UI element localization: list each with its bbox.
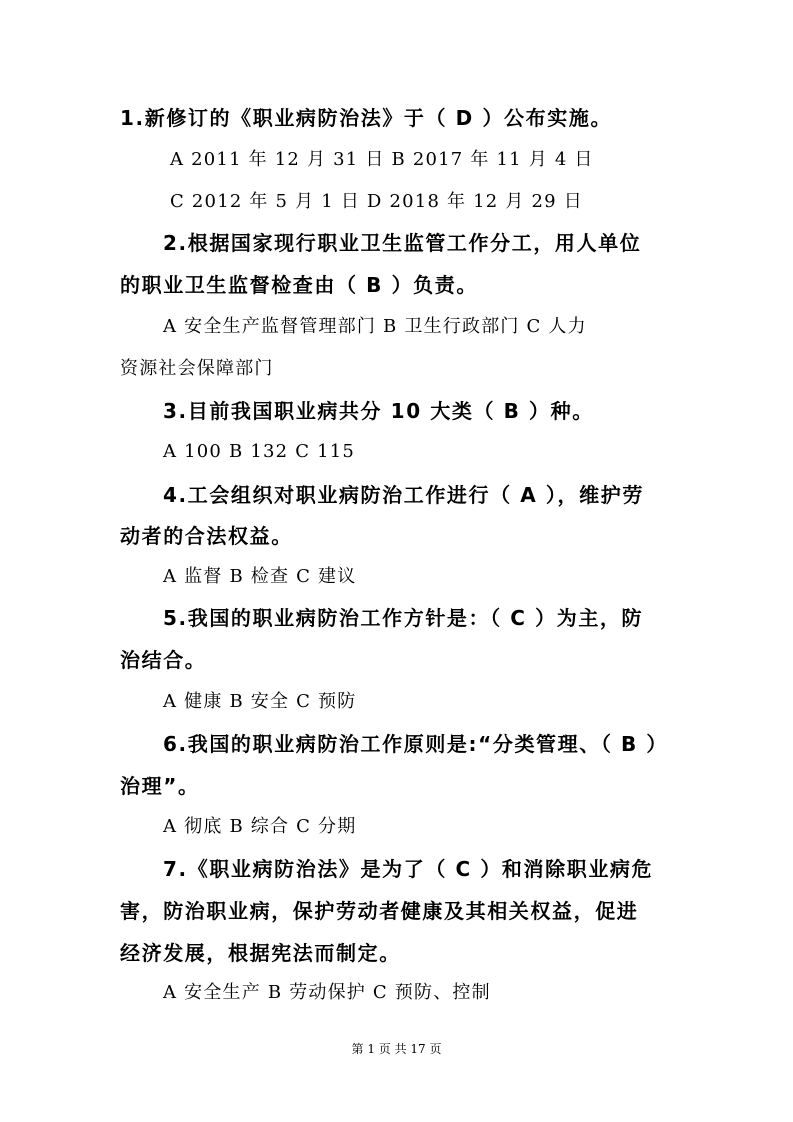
question-7-line-2: 害，防治职业病，保护劳动者健康及其相关权益，促进	[120, 899, 639, 923]
question-7-line-1: 7.《职业病防治法》是为了（ C ）和消除职业病危	[163, 857, 654, 881]
question-7-options-line-1: A 安全生产 B 劳动保护 C 预防、控制	[163, 982, 491, 1003]
question-7-line-3: 经济发展，根据宪法而制定。	[120, 941, 401, 965]
question-6-line-1: 6.我国的职业病防治工作原则是:“分类管理、（ B ）	[163, 732, 669, 756]
question-3-options-line-1: A 100 B 132 C 115	[163, 441, 356, 462]
page-footer: 第 1 页 共 17 页	[351, 1042, 442, 1056]
question-4-options-line-1: A 监督 B 检查 C 建议	[163, 566, 357, 587]
question-6-line-2: 治理”。	[120, 774, 200, 798]
question-4-line-1: 4.工会组织对职业病防治工作进行（ A ），维护劳	[163, 483, 644, 507]
question-2-options-line-1: A 安全生产监督管理部门 B 卫生行政部门 C 人力	[163, 316, 587, 337]
question-2-line-1: 2.根据国家现行职业卫生监管工作分工，用人单位	[163, 231, 642, 255]
question-1-options-line-1: A 2011 年 12 月 31 日 B 2017 年 11 月 4 日	[170, 149, 594, 170]
question-2-options-line-2: 资源社会保障部门	[120, 358, 274, 379]
question-3-line-1: 3.目前我国职业病共分 10 大类（ B ）种。	[163, 399, 594, 423]
question-1-line-1: 1.新修订的《职业病防治法》于（ D ）公布实施。	[120, 106, 613, 130]
question-6-options-line-1: A 彻底 B 综合 C 分期	[163, 816, 357, 837]
question-5-options-line-1: A 健康 B 安全 C 预防	[163, 691, 357, 712]
question-4-line-2: 动者的合法权益。	[120, 524, 293, 548]
question-1-options-line-2: C 2012 年 5 月 1 日 D 2018 年 12 月 29 日	[170, 191, 583, 212]
question-5-line-2: 治结合。	[120, 648, 207, 672]
question-5-line-1: 5.我国的职业病防治工作方针是：（ C ）为主，防	[163, 606, 644, 630]
question-2-line-2: 的职业卫生监督检查由（ B ）负责。	[120, 273, 478, 297]
